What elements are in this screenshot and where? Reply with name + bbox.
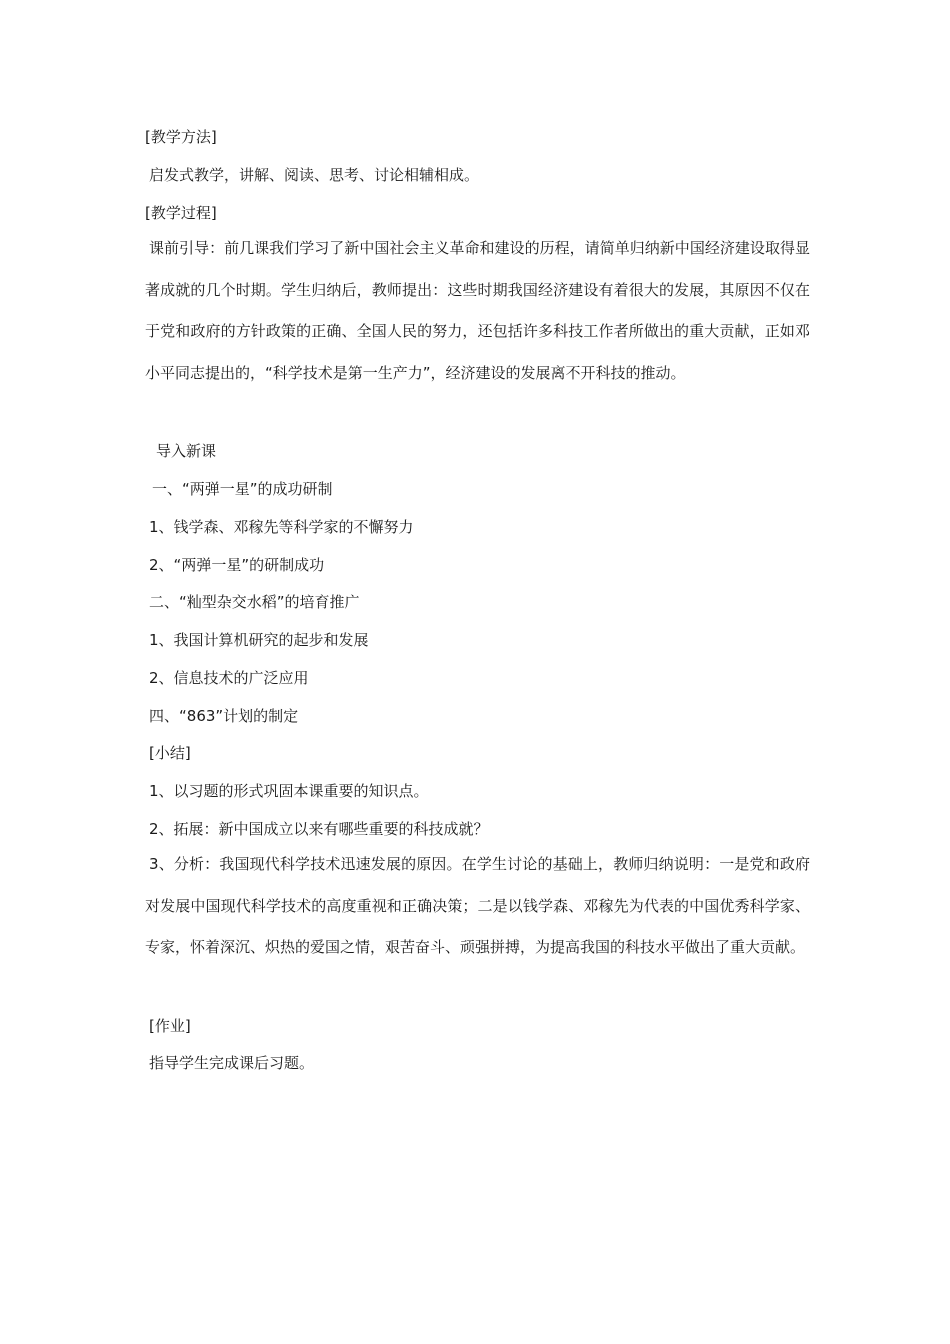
summary-heading: [小结] (149, 744, 191, 762)
section-1-item-1: 1、钱学森、邓稼先等科学家的不懈努力 (149, 518, 414, 536)
section-1-heading: 一、“两弹一星”的成功研制 (152, 480, 333, 498)
method-heading: [教学方法] (145, 128, 217, 146)
method-text: 启发式教学，讲解、阅读、思考、讨论相辅相成。 (149, 166, 480, 184)
section-2-heading: 二、“籼型杂交水稻”的培育推广 (149, 593, 360, 611)
intro-paragraph: 课前引导：前几课我们学习了新中国社会主义革命和建设的历程，请简单归纳新中国经济建设取得显著成就的几个时期。学生归纳后，教师提出：这些时期我国经济建设有着很大的发展，其原因不仅在于党和政府的方针政策的正确、全国人民的努力，还包括许多科技工作者所做出的重大贡献，正如邓小平同志提出的，“科学技术是第一生产力”，经济建设的发展离不开科技的推动。 (145, 239, 810, 382)
section-4-heading: 四、“863”计划的制定 (149, 707, 299, 725)
homework-heading: [作业] (149, 1017, 191, 1035)
homework-text: 指导学生完成课后习题。 (149, 1054, 315, 1072)
summary-item-3: 3、分析：我国现代科学技术迅速发展的原因。在学生讨论的基础上，教师归纳说明：一是党和政府对发展中国现代科学技术的高度重视和正确决策；二是以钱学森、邓稼先为代表的中国优秀科学家、专家，怀着深沉、炽热的爱国之情，艰苦奋斗、顽强拼搏，为提高我国的科技水平做出了重大贡献。 (145, 855, 810, 956)
process-heading: [教学过程] (145, 204, 217, 222)
new-lesson-label: 导入新课 (156, 442, 217, 460)
section-2-item-2: 2、信息技术的广泛应用 (149, 669, 309, 687)
summary-item-2: 2、拓展：新中国成立以来有哪些重要的科技成就？ (149, 820, 489, 838)
summary-item-1: 1、以习题的形式巩固本课重要的知识点。 (149, 782, 429, 800)
section-2-item-1: 1、我国计算机研究的起步和发展 (149, 631, 369, 649)
section-1-item-2: 2、“两弹一星”的研制成功 (149, 556, 325, 574)
